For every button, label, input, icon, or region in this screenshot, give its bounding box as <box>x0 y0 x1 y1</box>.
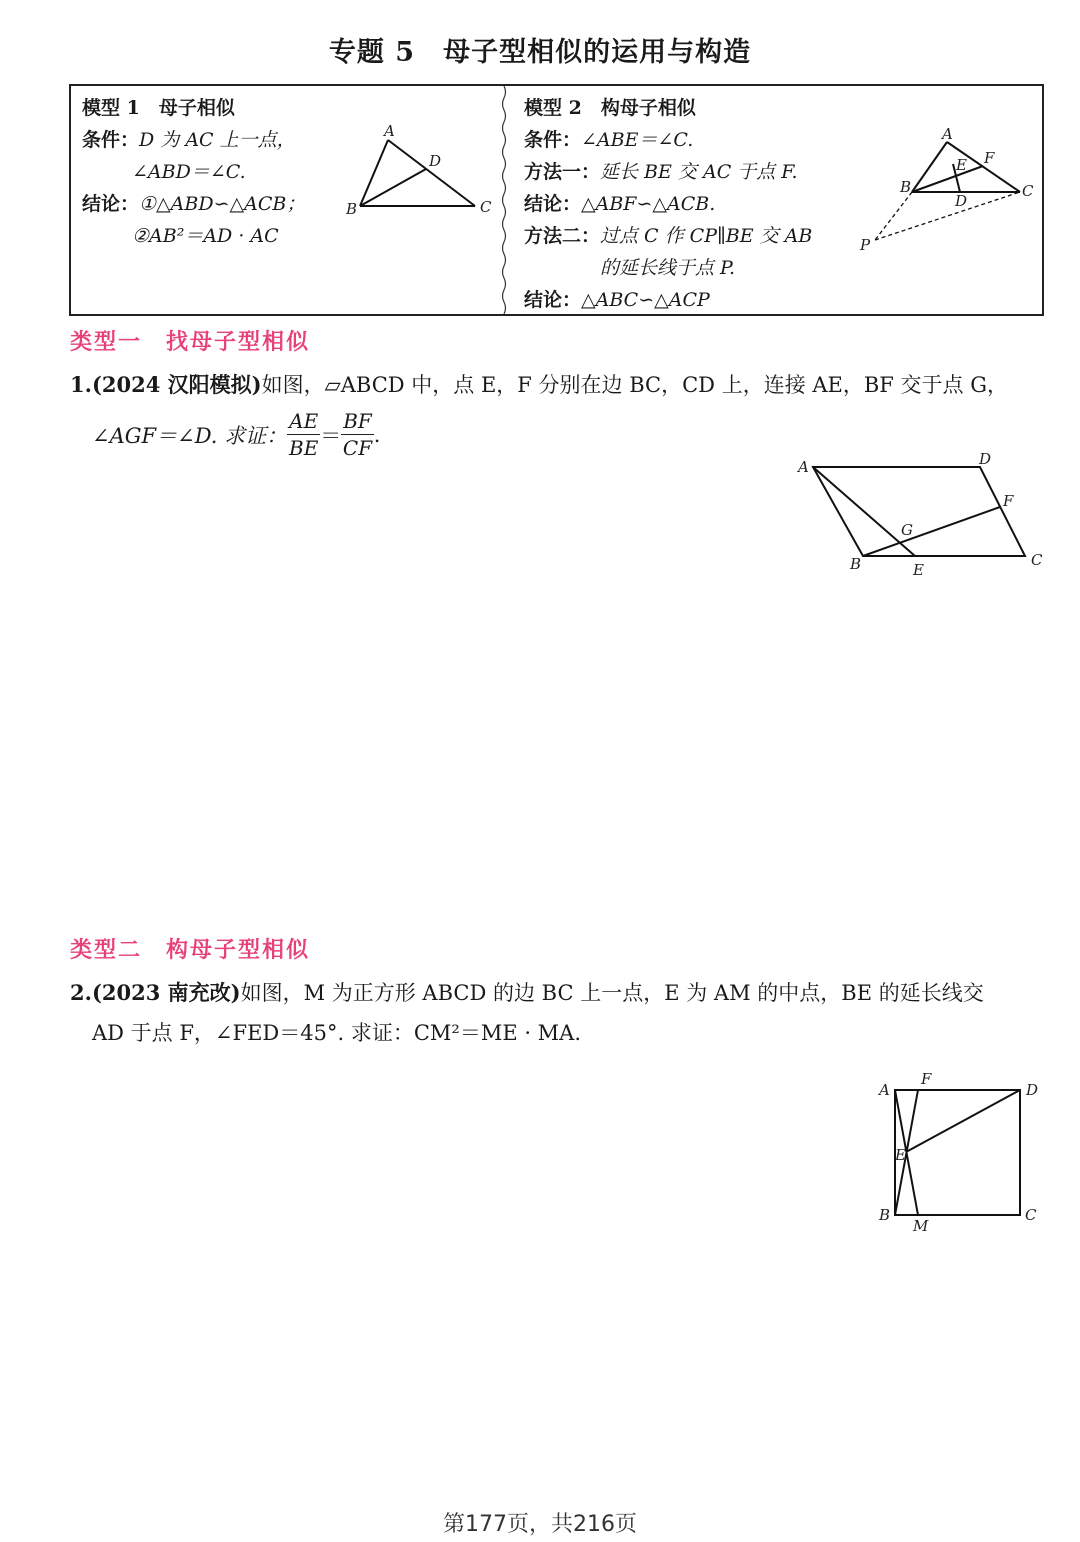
fig1-label-c: C <box>480 198 492 216</box>
q1-number: 1. <box>70 372 92 397</box>
frac1-numerator: AE <box>289 409 319 433</box>
page-footer: 第177页，共216页 <box>443 1512 637 1537</box>
fig4-label-d: D <box>1026 1081 1039 1099</box>
question2-line1 <box>70 977 984 1007</box>
model2-method2 <box>524 221 812 248</box>
fig1-label-a: A <box>384 122 395 140</box>
frac2-denominator: CF <box>342 436 373 460</box>
fig3-label-g: G <box>901 521 913 539</box>
model1-concl-text2: ②AB²＝AD · AC <box>132 225 279 247</box>
model2-conclusion2 <box>524 285 710 312</box>
fig2-label-b: B <box>900 178 912 196</box>
fig3-label-e: E <box>913 561 924 579</box>
model2-cond-label: 条件： <box>524 129 582 151</box>
fig3-label-a: A <box>798 458 809 476</box>
model2-conclusion1 <box>524 189 715 216</box>
q1-equals: ＝ <box>320 423 342 448</box>
model2-c2-text: △ABC∽△ACP <box>581 289 710 311</box>
model2-cond-text: ∠ABE＝∠C. <box>581 129 694 151</box>
question1-figure <box>790 445 1050 585</box>
fig4-label-m: M <box>913 1217 929 1235</box>
model2-c1-text: △ABF∽△ACB. <box>581 193 716 215</box>
model1-heading: 模型 1 母子相似 <box>82 97 235 119</box>
fig2-label-f: F <box>984 149 995 167</box>
fig1-label-d: D <box>429 152 442 170</box>
model1-figure <box>340 118 500 223</box>
fig3-label-c: C <box>1031 551 1043 569</box>
model2-heading: 模型 2 构母子相似 <box>524 97 696 119</box>
fig2-label-p: P <box>860 236 871 254</box>
q1-source: (2024 汉阳模拟) <box>91 372 262 397</box>
fig3-label-b: B <box>850 555 862 573</box>
q2-number: 2. <box>70 980 92 1005</box>
fig4-label-f: F <box>921 1070 932 1088</box>
fig2-label-d: D <box>955 192 968 210</box>
model2-m1-label: 方法一： <box>524 161 601 183</box>
fraction-bf-cf <box>341 408 374 461</box>
fig2-label-e: E <box>956 156 967 174</box>
question2-figure <box>870 1070 1050 1240</box>
model1-cond-text1: D 为 AC 上一点， <box>139 129 296 151</box>
q2-text2: AD 于点 F，∠FED＝45°. 求证：CM²＝ME · MA. <box>92 1021 582 1045</box>
type1-heading: 类型一 找母子型相似 <box>70 329 311 355</box>
question1-line2 <box>92 408 380 461</box>
fig3-label-f: F <box>1003 492 1014 510</box>
fraction-ae-be <box>287 408 320 461</box>
fig2-label-c: C <box>1022 182 1034 200</box>
model2-condition <box>524 125 693 152</box>
type2-heading: 类型二 构母子型相似 <box>70 937 311 963</box>
model2-m1-text: 延长 BE 交 AC 于点 F. <box>600 161 798 183</box>
model2-m2-text2: 的延长线于点 P. <box>600 257 736 279</box>
model1-cond-label: 条件： <box>82 129 140 151</box>
q2-text1: 如图，M 为正方形 ABCD 的边 BC 上一点，E 为 AM 的中点，BE 的延长线交 <box>240 981 984 1005</box>
fig4-label-e: E <box>895 1146 906 1164</box>
model1-cond-text2: ∠ABD＝∠C. <box>132 161 246 183</box>
model2-figure <box>855 122 1040 257</box>
q1-end: . <box>373 422 381 447</box>
fig2-label-a: A <box>942 125 953 143</box>
model1-condition <box>82 125 296 152</box>
model1-concl-text1: ①△ABD∽△ACB； <box>139 193 306 215</box>
wavy-divider <box>501 86 507 314</box>
model2-m2-text1: 过点 C 作 CP∥BE 交 AB <box>600 225 813 247</box>
q2-source: (2023 南充改) <box>91 980 241 1005</box>
model2-method1 <box>524 157 798 184</box>
frac1-denominator: BE <box>289 436 319 460</box>
page-title: 专题 5 母子型相似的运用与构造 <box>328 37 752 68</box>
fig4-label-c: C <box>1025 1206 1037 1224</box>
model1-conclusion <box>82 189 305 216</box>
model1-concl-label: 结论： <box>82 193 140 215</box>
model2-c1-label: 结论： <box>524 193 582 215</box>
question1-line1 <box>70 369 1008 399</box>
fig4-label-a: A <box>879 1081 890 1099</box>
model2-m2-label: 方法二： <box>524 225 601 247</box>
frac2-numerator: BF <box>343 409 372 433</box>
fig3-label-d: D <box>979 450 992 468</box>
q1-text2: ∠AGF＝∠D. 求证： <box>92 423 288 448</box>
fig1-label-b: B <box>346 200 358 218</box>
q1-text1: 如图，▱ABCD 中，点 E，F 分别在边 BC，CD 上，连接 AE，BF 交于点 G， <box>261 373 1008 397</box>
model2-c2-label: 结论： <box>524 289 582 311</box>
fig4-label-b: B <box>879 1206 891 1224</box>
